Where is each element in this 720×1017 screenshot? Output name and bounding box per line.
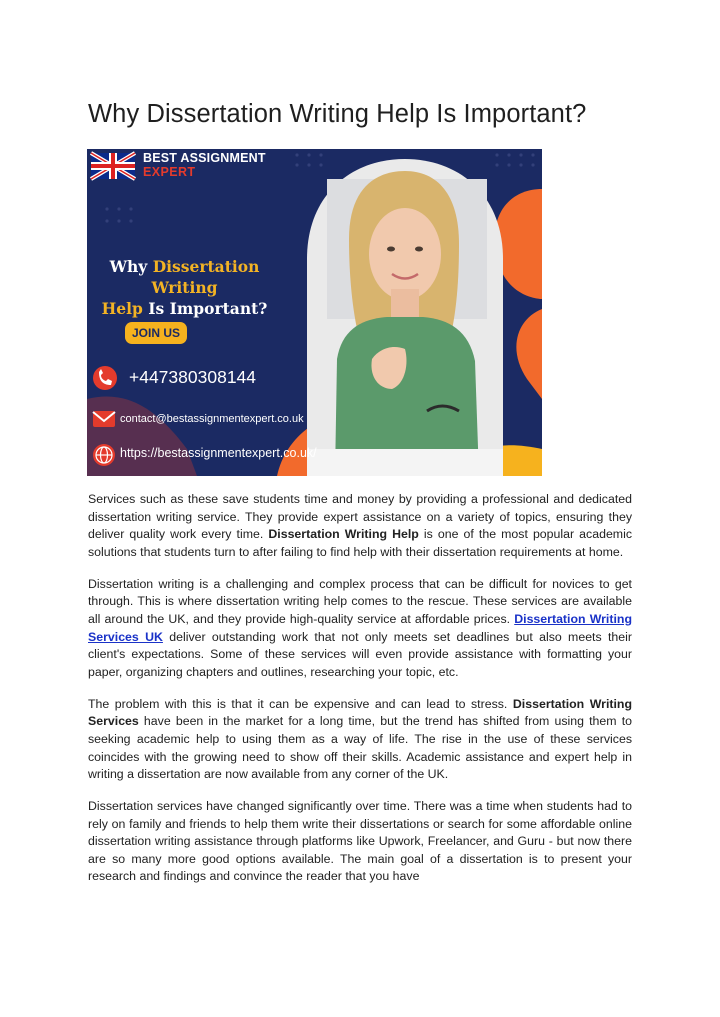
promo-banner-image	[87, 149, 542, 476]
paragraph-2	[88, 576, 632, 682]
article-body	[88, 491, 632, 900]
headline-part1: Why	[109, 257, 153, 276]
p1-text-b: is one of the most popular academic solutions that students turn to after failing to find help with their dissertation requirements at home.	[88, 527, 633, 559]
headline-highlight2: Help	[101, 299, 143, 318]
phone-number: +447380308144	[129, 367, 257, 387]
p3-text-b: have been in the market for a long time, but the trend has shifted from using them to seeking academic help to using them as a way of life. The rise in the use of these services coincides with the growing need to show off their skills. Academic assistance and expert help in writing a dissertation are now available from any corner of the UK.	[88, 714, 632, 782]
website-url: https://bestassignmentexpert.co.uk/	[120, 446, 317, 460]
dissertation-services-uk-link[interactable]: Dissertation Writing Services UK	[88, 611, 632, 644]
logo-text-line1: BEST ASSIGNMENT	[143, 151, 266, 165]
p2-text-a: Dissertation writing is a challenging and complex process that can be difficult for novices to get through. This is where dissertation writing help comes to the rescue. These services are available all around the UK, and they provide high-quality service at affordable prices.	[88, 576, 632, 626]
p3-bold: Dissertation Writing Services	[88, 696, 632, 729]
banner-headline	[87, 256, 282, 319]
p1-text-a: Services such as these save students time and money by providing a professional and dedicated dissertation writing service. They provide expert assistance on a variety of topics, ensuring they deliver quality work every time.	[88, 492, 632, 542]
p3-text-a: The problem with this is that it can be expensive and can lead to stress.	[88, 696, 513, 711]
paragraph-4: Dissertation services have changed significantly over time. There was a time when students had to rely on family and friends to help them write their dissertations or search for some affordable online dissertation writing assistance through platforms like Upwork, Freelancer, and Guru - but now there are so many more good options available. The main goal of a dissertation is to present your research and findings and convince the reader that you have	[88, 799, 632, 884]
page-title: Why Dissertation Writing Help Is Important?	[88, 100, 587, 128]
join-us-button: JOIN US	[125, 322, 187, 344]
paragraph-3	[88, 696, 632, 784]
p2-text-b: deliver outstanding work that not only meets set deadlines but also meets their client's expectations. Some of these services will even provide assistance with formatting your paper, organizing chapters and outlines, researching your topic, etc.	[88, 629, 632, 679]
headline-part2: Is Important?	[142, 299, 268, 318]
email-address: contact@bestassignmentexpert.co.uk	[120, 413, 304, 425]
logo-text-line2: EXPERT	[143, 165, 196, 179]
paragraph-1	[88, 491, 632, 561]
headline-highlight1: Dissertation Writing	[151, 257, 260, 297]
p1-bold: Dissertation Writing Help	[268, 527, 419, 542]
